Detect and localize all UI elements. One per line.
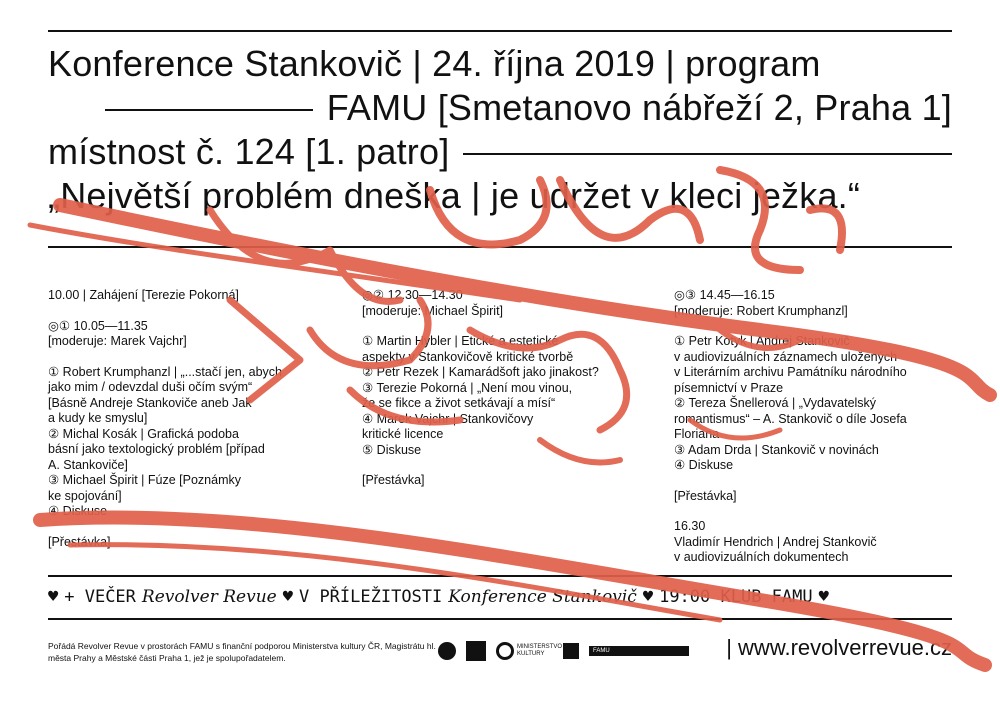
break-label: [Přestávka] [48, 534, 111, 549]
talk-line: Floriana [674, 427, 720, 441]
room-text: místnost č. 124 [1. patro] [48, 131, 450, 172]
heart-icon: ♥ [642, 587, 654, 607]
talk-line: A. Stankoviče] [48, 457, 128, 472]
talk-line: ③ Terezie Pokorná | „Není mou vinou, [362, 380, 573, 395]
opening-line: 10.00 | Zahájení [Terezie Pokorná] [48, 288, 239, 302]
talk-line: ④ Diskuse [48, 504, 108, 518]
talk-line: ③ Michael Špirit | Fúze [Poznámky [48, 473, 241, 487]
revolver-revue-label: Revolver Revue [141, 587, 277, 607]
talk-line: v audiovizuálních dokumentech [674, 550, 849, 564]
talk-line: že se fikce a život setkávají a mísí“ [362, 396, 556, 410]
sponsor-logos [438, 638, 689, 664]
talk-line: ③ Adam Drda | Stankovič v novinách [674, 442, 879, 457]
conference-label: Konference Stankovič [448, 587, 637, 607]
headline-title: Konference Stankovič | 24. října 2019 | program [48, 43, 821, 84]
venue-text: FAMU [Smetanovo nábřeží 2, Praha 1] [326, 87, 952, 128]
break-label: [Přestávka] [362, 473, 425, 487]
program-column-1 [48, 288, 282, 565]
talk-line: ② Michal Kosák | Grafická podoba [48, 426, 239, 441]
headline-venue [48, 86, 952, 130]
prague-logo-icon [438, 642, 456, 660]
famu-logo: FAMU [589, 646, 689, 656]
header-bottom-rule [48, 246, 952, 248]
talk-line: a kudy ke smyslu] [48, 411, 148, 425]
headline-dash [463, 153, 952, 155]
talk-line: jako mim / odevzdal duši očím svým“ [48, 380, 253, 394]
talk-line: v audiovizuálních záznamech uložených [674, 349, 898, 364]
ministry-logo [496, 641, 563, 661]
talk-line: ② Tereza Šnellerová | „Vydavatelský [674, 396, 877, 410]
talk-line: kritické licence [362, 427, 444, 441]
talk-line: ke spojování] [48, 488, 122, 503]
organizer-note: Pořádá Revolver Revue v prostorách FAMU s finanční podporou Ministerstva kultury ČR, Magistrátu hl. města Prahy a Městské části Praha 1, jež je spolupořadatelem. [48, 641, 436, 663]
program-column-3 [674, 288, 907, 581]
talk-line: Vladimír Hendrich | Andrej Stankovič [674, 534, 877, 549]
talk-line: aspekty v Stankovičově kritické tvorbě [362, 349, 574, 364]
talk-line: v Literárním archivu Památníku národního [674, 365, 907, 379]
evening-banner [48, 586, 952, 608]
talk-line: ① Martin Hybler | Etické a estetické [362, 334, 559, 348]
talk-line: básní jako textologický problém [případ [48, 442, 265, 456]
block-time: ◎② 12.30—14.30 [362, 288, 463, 302]
break-label: [Přestávka] [674, 488, 737, 503]
archive-logo-icon [563, 643, 579, 659]
moderator: [moderuje: Michael Špirit] [362, 303, 504, 318]
block-time: ◎③ 14.45—16.15 [674, 288, 775, 302]
evening-bottom-rule [48, 618, 952, 620]
talk-line: ① Petr Kotyk | Andrej Stankovič [674, 334, 850, 348]
ministry-ring-icon [496, 642, 514, 660]
talk-line: ④ Marek Vajchr | Stankovičovy [362, 411, 534, 426]
talk-line: ① Robert Krumphanzl | „...stačí jen, abych [48, 364, 282, 379]
evening-label: + VEČER [64, 587, 136, 607]
talk-line: romantismus“ – A. Stankovič o díle Josefa [674, 411, 907, 426]
evening-talk-time: 16.30 [674, 519, 706, 533]
ministry-logo-text: MINISTERSTVO KULTURY [517, 644, 563, 657]
headline-motto: „Největší problém dneška | je udržet v kleci ježka.“ [48, 175, 861, 216]
block-time: ◎① 10.05—11.35 [48, 318, 148, 333]
program-column-2 [362, 288, 599, 504]
heart-icon: ♥ [48, 587, 59, 607]
talk-line: ② Petr Rezek | Kamarádšoft jako jinakost? [362, 365, 599, 379]
evening-top-rule [48, 575, 952, 577]
talk-line: písemnictví v Praze [674, 380, 784, 395]
heart-icon: ♥ [282, 587, 293, 607]
headline-dash [105, 109, 313, 111]
talk-line: ⑤ Diskuse [362, 442, 422, 457]
talk-line: [Básně Andreje Stankoviče aneb Jak [48, 395, 252, 410]
headline-room [48, 130, 952, 174]
top-rule [48, 30, 952, 32]
praha1-logo-icon [466, 641, 486, 661]
occasion-label: V PŘÍLEŽITOSTI [298, 587, 443, 607]
moderator: [moderuje: Marek Vajchr] [48, 334, 187, 348]
website-link[interactable]: | www.revolverrevue.cz [726, 635, 952, 660]
heart-icon: ♥ [818, 587, 829, 607]
talk-line: ④ Diskuse [674, 458, 734, 472]
club-time-label: 19:00 KLUB FAMU [659, 587, 813, 607]
moderator: [moderuje: Robert Krumphanzl] [674, 303, 848, 318]
